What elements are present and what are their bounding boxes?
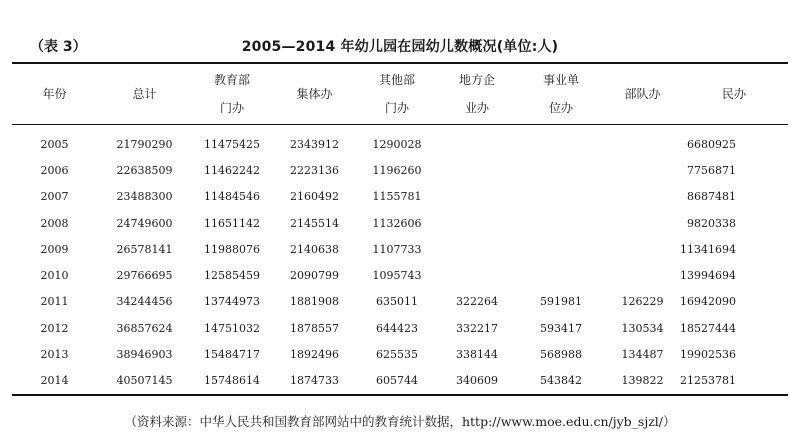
cell-public-institution [517,236,605,262]
cell-education-dept: 15748614 [192,368,272,395]
cell-other-dept: 1107733 [372,242,422,256]
cell-total: 40507145 [97,368,192,395]
cell-collective: 1881908 [290,295,339,309]
cell-education-dept: 11475425 [204,137,260,151]
cell-total: 38946903 [116,348,173,362]
column-header-line: 教育部 [213,73,250,87]
kindergarten-enrollment-table [12,62,788,396]
cell-local-enterprise [437,210,517,236]
cell-local-enterprise: 338144 [456,348,498,362]
cell-year: 2012 [40,321,69,335]
cell-military: 134487 [621,348,664,362]
cell-public-institution [517,157,605,183]
table-row [12,262,788,288]
column-header-line: 事业单 [542,73,579,87]
cell-education-dept: 11462242 [204,163,260,177]
table-caption [12,36,788,58]
column-header-line: 民办 [721,87,746,101]
cell-local-enterprise [437,157,517,183]
cell-other-dept: 1132606 [372,216,422,230]
header-row [12,63,788,125]
cell-other-dept: 605744 [357,368,437,395]
cell-collective: 1878557 [290,321,339,335]
cell-local-enterprise: 340609 [437,368,517,395]
cell-collective: 2223136 [290,163,339,177]
cell-local-enterprise [437,125,517,158]
table-row [12,315,788,341]
cell-local-enterprise [437,184,517,210]
column-header-line: 业办 [464,101,489,115]
cell-military [605,125,680,158]
cell-total: 34244456 [116,295,173,309]
cell-collective: 2160492 [290,190,339,204]
cell-other-dept: 635011 [376,295,418,309]
cell-education-dept: 13744973 [204,295,260,309]
cell-private: 16942090 [680,295,736,309]
column-header-line: 位办 [548,101,573,115]
cell-total: 29766695 [116,269,173,283]
cell-private: 13994694 [680,269,736,283]
cell-private: 21253781 [680,368,788,395]
cell-military: 130534 [621,321,664,335]
column-header-education-dept [192,63,272,125]
cell-year: 2005 [40,137,69,151]
column-header-military [605,63,680,125]
column-header-line: 其他部 [378,73,415,87]
cell-year: 2007 [40,190,69,204]
cell-year: 2011 [40,295,69,309]
cell-total: 26578141 [116,242,173,256]
cell-education-dept: 11988076 [204,242,260,256]
cell-private: 11341694 [680,242,736,256]
cell-collective: 1874733 [272,368,357,395]
column-header-collective [272,63,357,125]
cell-education-dept: 14751032 [204,321,260,335]
cell-education-dept: 11651142 [204,216,260,230]
column-header-total [97,63,192,125]
cell-collective: 2140638 [290,242,339,256]
table-row [12,368,788,395]
cell-local-enterprise [437,262,517,288]
cell-other-dept: 1290028 [372,137,422,151]
cell-public-institution [517,262,605,288]
column-header-line: 门办 [384,101,409,115]
table-number: （表 3） [30,39,87,55]
table-row [12,125,788,158]
cell-education-dept: 15484717 [204,348,260,362]
table-row [12,289,788,315]
source-note: （资料来源：中华人民共和国教育部网站中的教育统计数据，http://www.moe.edu.cn/jyb_sjzl/） [124,414,676,429]
table-row [12,341,788,367]
column-header-year [12,63,97,125]
column-header-local-enterprise [437,63,517,125]
table-row [12,157,788,183]
cell-private: 6680925 [687,137,736,151]
cell-year: 2008 [40,216,69,230]
column-header-private [680,63,788,125]
column-header-other-dept [357,63,437,125]
cell-other-dept: 644423 [376,321,418,335]
column-header-line: 集体办 [296,87,333,101]
cell-private: 18527444 [680,321,736,335]
cell-private: 19902536 [680,348,736,362]
cell-public-institution: 593417 [540,321,582,335]
cell-military [605,210,680,236]
cell-local-enterprise: 332217 [456,321,498,335]
cell-military: 126229 [621,295,664,309]
cell-public-institution [517,184,605,210]
column-header-line: 门办 [219,101,244,115]
column-header-line: 总计 [132,87,157,101]
cell-military [605,184,680,210]
cell-other-dept: 1196260 [372,163,422,177]
cell-other-dept: 625535 [376,348,418,362]
cell-year: 2010 [40,269,69,283]
column-header-line: 地方企 [458,73,495,87]
column-header-line: 年份 [42,87,67,101]
cell-public-institution [517,125,605,158]
cell-total: 22638509 [116,163,173,177]
cell-year: 2013 [40,348,69,362]
cell-public-institution: 543842 [517,368,605,395]
cell-public-institution: 568988 [540,348,582,362]
cell-local-enterprise: 322264 [456,295,498,309]
cell-other-dept: 1095743 [372,269,422,283]
cell-public-institution: 591981 [540,295,582,309]
cell-collective: 2090799 [290,269,339,283]
cell-other-dept: 1155781 [372,190,422,204]
cell-education-dept: 11484546 [204,190,260,204]
cell-total: 24749600 [116,216,173,230]
table-row [12,184,788,210]
table-title: 2005—2014 年幼儿园在园幼儿数概况(单位:人) [241,39,559,55]
column-header-public-institution [517,63,605,125]
cell-private: 8687481 [687,190,736,204]
cell-local-enterprise [437,236,517,262]
table-body [12,125,788,395]
cell-year: 2009 [40,242,69,256]
cell-military: 139822 [605,368,680,395]
cell-total: 23488300 [116,190,173,204]
cell-collective: 1892496 [290,348,339,362]
cell-private: 7756871 [687,163,736,177]
cell-military [605,262,680,288]
cell-total: 36857624 [116,321,173,335]
cell-year: 2006 [40,163,69,177]
cell-education-dept: 12585459 [204,269,260,283]
cell-total: 21790290 [116,137,173,151]
cell-collective: 2145514 [290,216,339,230]
cell-collective: 2343912 [290,137,339,151]
table-row [12,236,788,262]
column-header-line: 部队办 [624,87,661,101]
cell-year: 2014 [12,368,97,395]
cell-private: 9820338 [687,216,736,230]
cell-military [605,157,680,183]
cell-public-institution [517,210,605,236]
cell-military [605,236,680,262]
table-row [12,210,788,236]
